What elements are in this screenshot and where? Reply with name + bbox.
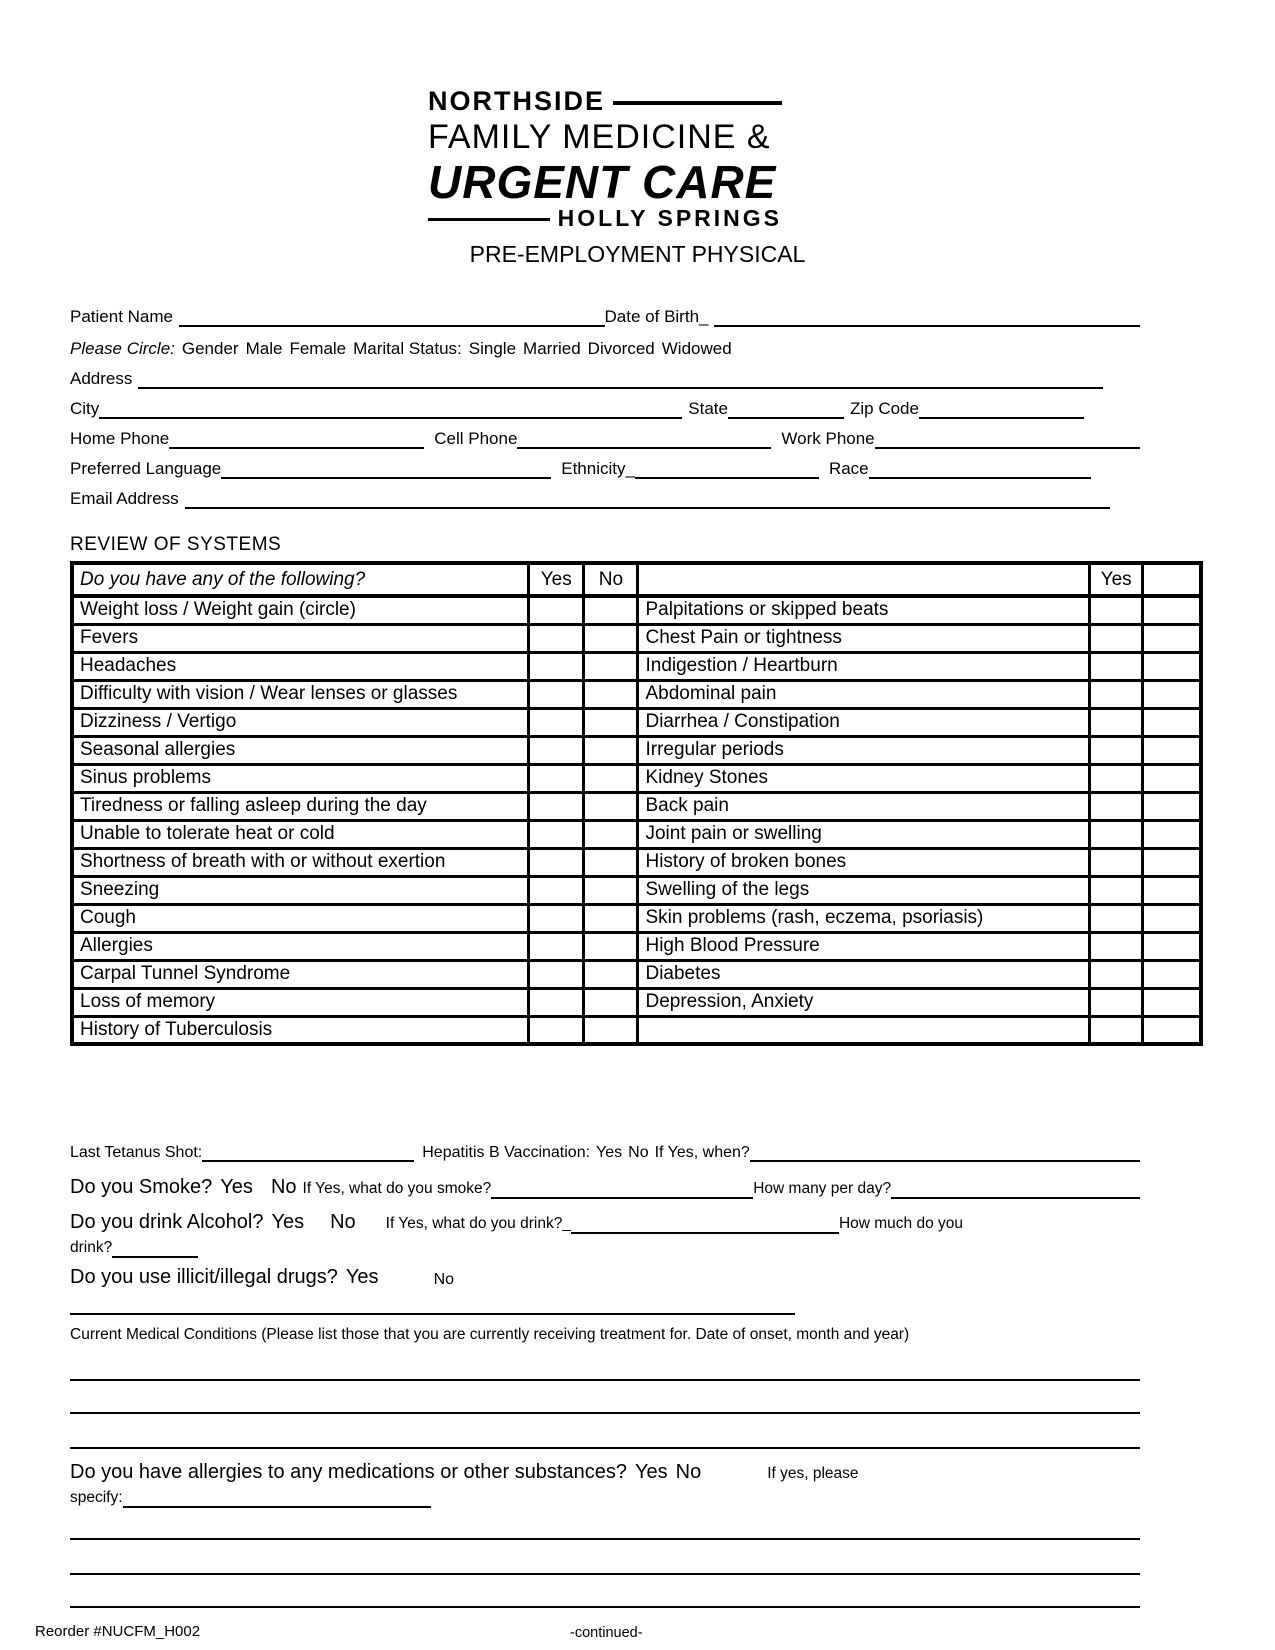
ros-question-right: Back pain [638, 792, 1090, 820]
ros-right-yes-cell[interactable] [1090, 960, 1143, 988]
ros-left-yes-cell[interactable] [529, 848, 584, 876]
gender-male-option[interactable]: Male [245, 339, 283, 359]
ros-question-left: Weight loss / Weight gain (circle) [72, 596, 529, 624]
ros-question-right: Abdominal pain [638, 680, 1090, 708]
allergies-line-1[interactable] [70, 1538, 1140, 1540]
ros-right-yes-cell[interactable] [1090, 680, 1143, 708]
ros-row [72, 764, 1201, 792]
marital-married-option[interactable]: Married [523, 339, 581, 359]
ros-left-no-cell[interactable] [584, 624, 638, 652]
tetanus-hepatitis-row [70, 1144, 1140, 1162]
hepatitis-when-input-line[interactable] [750, 1158, 1140, 1162]
medication-allergies-row [70, 1461, 1140, 1484]
ros-left-no-cell[interactable] [584, 764, 638, 792]
ethnicity-label: Ethnicity_ [561, 459, 635, 479]
ros-row [72, 624, 1201, 652]
smoke-yes-option[interactable]: Yes [220, 1176, 253, 1198]
ros-left-no-cell[interactable] [584, 708, 638, 736]
alcohol-what-input-line[interactable] [571, 1230, 839, 1234]
ros-left-yes-cell[interactable] [529, 736, 584, 764]
ros-question-right: Indigestion / Heartburn [638, 652, 1090, 680]
ros-question-left: Sinus problems [72, 764, 529, 792]
smoke-row [70, 1176, 1140, 1199]
ros-row [72, 988, 1201, 1016]
address-label: Address [70, 369, 133, 389]
ros-right-yes-cell[interactable] [1090, 932, 1143, 960]
ros-question-left: Sneezing [72, 876, 529, 904]
specify-label: specify: [70, 1489, 123, 1506]
ros-left-no-cell[interactable] [584, 652, 638, 680]
ros-left-yes-cell[interactable] [529, 932, 584, 960]
logo-northside: NORTHSIDE [428, 86, 606, 116]
ros-question-right: Chest Pain or tightness [638, 624, 1090, 652]
home-phone-input-line[interactable] [169, 445, 424, 449]
patient-name-row [70, 297, 1140, 327]
ros-header-blank [638, 563, 1090, 596]
ros-left-no-cell[interactable] [584, 736, 638, 764]
ros-row [72, 876, 1201, 904]
logo-urgent-care: URGENT CARE [428, 156, 777, 208]
ros-left-no-cell[interactable] [584, 876, 638, 904]
medication-allergies-question: Do you have allergies to any medications or other substances? [70, 1461, 627, 1483]
city-input-line[interactable] [99, 415, 682, 419]
ros-left-yes-cell[interactable] [529, 652, 584, 680]
ros-right-no-cell[interactable] [1143, 960, 1201, 988]
ros-question-right: Joint pain or swelling [638, 820, 1090, 848]
ros-right-yes-cell[interactable] [1090, 736, 1143, 764]
marital-widowed-option[interactable]: Widowed [661, 339, 732, 359]
allergies-line-3[interactable] [70, 1606, 1140, 1608]
ros-header-yes-right: Yes [1090, 563, 1143, 596]
ros-row [72, 596, 1201, 624]
ros-question-left: Dizziness / Vertigo [72, 708, 529, 736]
ros-right-yes-cell[interactable] [1090, 764, 1143, 792]
ros-left-no-cell[interactable] [584, 820, 638, 848]
ros-right-yes-cell[interactable] [1090, 988, 1143, 1016]
specify-input-line[interactable] [123, 1504, 431, 1508]
ros-row [72, 652, 1201, 680]
ros-question-left: Allergies [72, 932, 529, 960]
drugs-row [70, 1266, 454, 1289]
logo-rule-left [428, 218, 550, 221]
ros-question-right: High Blood Pressure [638, 932, 1090, 960]
hepatitis-label: Hepatitis B Vaccination: [422, 1144, 591, 1161]
logo-holly-springs: HOLLY SPRINGS [557, 205, 782, 231]
ros-left-yes-cell[interactable] [529, 904, 584, 932]
ros-right-yes-cell[interactable] [1090, 708, 1143, 736]
alcohol-no-option[interactable]: No [330, 1211, 356, 1233]
ros-right-no-cell[interactable] [1143, 1016, 1201, 1044]
ros-header-yes-left: Yes [529, 563, 584, 596]
alcohol-drink2-label: drink? [70, 1239, 113, 1256]
ros-left-no-cell[interactable] [584, 792, 638, 820]
ros-row [72, 932, 1201, 960]
ros-right-no-cell[interactable] [1143, 736, 1201, 764]
ros-question-right: History of broken bones [638, 848, 1090, 876]
ros-left-yes-cell[interactable] [529, 820, 584, 848]
drugs-no-option[interactable]: No [433, 1270, 455, 1288]
race-input-line[interactable] [869, 475, 1091, 479]
alcohol-row [70, 1211, 1140, 1234]
ros-question-right: Palpitations or skipped beats [638, 596, 1090, 624]
ros-question-left: Shortness of breath with or without exertion [72, 848, 529, 876]
ros-header-question: Do you have any of the following? [72, 563, 529, 596]
dob-input-line[interactable] [714, 323, 1140, 327]
marital-single-option[interactable]: Single [468, 339, 517, 359]
logo-family-medicine: FAMILY MEDICINE & [428, 118, 771, 156]
specify-row [70, 1489, 431, 1508]
ros-left-no-cell[interactable] [584, 1016, 638, 1044]
ros-left-no-cell[interactable] [584, 960, 638, 988]
ros-right-no-cell[interactable] [1143, 904, 1201, 932]
ros-left-yes-cell[interactable] [529, 876, 584, 904]
address-row [70, 359, 1140, 389]
ros-left-yes-cell[interactable] [529, 1016, 584, 1044]
phones-row [70, 419, 1140, 449]
alcohol-yes-option[interactable]: Yes [271, 1211, 305, 1233]
language-ethnicity-race-row [70, 449, 1140, 479]
patient-name-label: Patient Name [70, 307, 173, 327]
ros-right-no-cell[interactable] [1143, 932, 1201, 960]
ros-question-right: Diarrhea / Constipation [638, 708, 1090, 736]
ros-question-right: Diabetes [638, 960, 1090, 988]
alcohol-question: Do you drink Alcohol? [70, 1211, 264, 1233]
email-row [70, 479, 1140, 509]
ethnicity-input-line[interactable] [635, 475, 819, 479]
ros-right-yes-cell[interactable] [1090, 652, 1143, 680]
medication-allergies-no-option[interactable]: No [675, 1461, 702, 1483]
ros-question-left: History of Tuberculosis [72, 1016, 529, 1044]
ros-question-left: Fevers [72, 624, 529, 652]
medical-conditions-line-3[interactable] [70, 1447, 1140, 1449]
ros-left-no-cell[interactable] [584, 848, 638, 876]
form-title: PRE-EMPLOYMENT PHYSICAL [469, 241, 806, 267]
address-input-line[interactable] [138, 385, 1103, 389]
smoke-how-many-label: How many per day? [753, 1180, 892, 1198]
ros-right-yes-cell[interactable] [1090, 820, 1143, 848]
alcohol-drink-row [70, 1239, 198, 1258]
clinic-logo [428, 86, 782, 232]
ros-right-yes-cell[interactable] [1090, 1016, 1143, 1044]
review-of-systems-table [70, 561, 1203, 1046]
ros-row [72, 708, 1201, 736]
marital-status-label: Marital Status: [353, 339, 462, 359]
alcohol-how-much-label: How much do you [838, 1215, 964, 1233]
continued-note: -continued- [570, 1625, 643, 1641]
ros-right-no-cell[interactable] [1143, 876, 1201, 904]
ros-question-left: Difficulty with vision / Wear lenses or glasses [72, 680, 529, 708]
allergies-line-2[interactable] [70, 1573, 1140, 1575]
patient-info-section [70, 297, 1140, 509]
home-phone-label: Home Phone [70, 429, 170, 449]
email-input-line[interactable] [185, 505, 1110, 509]
ros-right-no-cell[interactable] [1143, 708, 1201, 736]
ros-right-yes-cell[interactable] [1090, 876, 1143, 904]
ros-left-no-cell[interactable] [584, 680, 638, 708]
ros-right-no-cell[interactable] [1143, 624, 1201, 652]
alcohol-how-much-input-line[interactable] [112, 1254, 198, 1258]
smoke-what-label: If Yes, what do you smoke? [302, 1180, 492, 1198]
tetanus-label: Last Tetanus Shot: [70, 1144, 203, 1161]
ros-header-no-right-blank [1143, 563, 1201, 596]
ros-right-yes-cell[interactable] [1090, 596, 1143, 624]
ros-question-left: Headaches [72, 652, 529, 680]
ros-row [72, 820, 1201, 848]
ros-left-yes-cell[interactable] [529, 988, 584, 1016]
zip-label: Zip Code [849, 399, 919, 419]
medication-allergies-yes-option[interactable]: Yes [634, 1461, 668, 1483]
email-label: Email Address [70, 489, 179, 509]
ros-left-yes-cell[interactable] [529, 708, 584, 736]
alcohol-what-label: If Yes, what do you drink?_ [385, 1215, 571, 1233]
ros-header-row [72, 563, 1201, 596]
city-label: City [70, 399, 100, 419]
medication-allergies-if-label: If yes, please [767, 1465, 859, 1483]
circle-options-row [70, 327, 1140, 359]
zip-input-line[interactable] [919, 415, 1084, 419]
ros-row [72, 1016, 1201, 1044]
ros-question-left: Seasonal allergies [72, 736, 529, 764]
ros-right-no-cell[interactable] [1143, 680, 1201, 708]
ros-question-left: Loss of memory [72, 988, 529, 1016]
medical-conditions-label: Current Medical Conditions (Please list those that you are currently receiving treatment for. Date of onset, month and year) [70, 1326, 910, 1343]
smoke-no-option[interactable]: No [270, 1176, 297, 1198]
ros-row [72, 736, 1201, 764]
ros-left-no-cell[interactable] [584, 988, 638, 1016]
preferred-language-input-line[interactable] [221, 475, 551, 479]
logo-rule-right [613, 101, 782, 105]
drugs-yes-option[interactable]: Yes [345, 1266, 379, 1288]
cell-phone-input-line[interactable] [517, 445, 771, 449]
ros-left-yes-cell[interactable] [529, 764, 584, 792]
ros-right-yes-cell[interactable] [1090, 904, 1143, 932]
ros-question-left: Tiredness or falling asleep during the day [72, 792, 529, 820]
ros-table-body [72, 596, 1201, 1044]
hepatitis-yes-option[interactable]: Yes [596, 1144, 623, 1161]
gender-female-option[interactable]: Female [289, 339, 347, 359]
ros-question-right: Skin problems (rash, eczema, psoriasis) [638, 904, 1090, 932]
smoke-question: Do you Smoke? [70, 1176, 213, 1198]
tetanus-input-line[interactable] [202, 1158, 414, 1162]
ros-left-no-cell[interactable] [584, 596, 638, 624]
review-of-systems-heading: REVIEW OF SYSTEMS [70, 534, 282, 555]
ros-right-no-cell[interactable] [1143, 652, 1201, 680]
ros-question-right [638, 1016, 1090, 1044]
ros-question-right: Swelling of the legs [638, 876, 1090, 904]
ros-question-left: Unable to tolerate heat or cold [72, 820, 529, 848]
state-label: State [688, 399, 728, 419]
dob-label: Date of Birth_ [604, 307, 709, 327]
ros-right-no-cell[interactable] [1143, 792, 1201, 820]
race-label: Race [828, 459, 869, 479]
ros-left-yes-cell[interactable] [529, 680, 584, 708]
ros-question-left: Cough [72, 904, 529, 932]
medical-conditions-row [70, 1326, 1140, 1345]
work-phone-input-line[interactable] [875, 445, 1140, 449]
ros-left-yes-cell[interactable] [529, 624, 584, 652]
ros-right-no-cell[interactable] [1143, 988, 1201, 1016]
ros-left-yes-cell[interactable] [529, 792, 584, 820]
city-state-zip-row [70, 389, 1140, 419]
drugs-detail-input-line[interactable] [70, 1313, 795, 1315]
ros-right-yes-cell[interactable] [1090, 792, 1143, 820]
ros-right-yes-cell[interactable] [1090, 848, 1143, 876]
hepatitis-when-label: If Yes, when? [654, 1144, 750, 1161]
ros-row [72, 960, 1201, 988]
ros-left-no-cell[interactable] [584, 932, 638, 960]
ros-question-left: Carpal Tunnel Syndrome [72, 960, 529, 988]
ros-left-no-cell[interactable] [584, 904, 638, 932]
ros-left-yes-cell[interactable] [529, 960, 584, 988]
smoke-how-many-input-line[interactable] [891, 1195, 1140, 1199]
ros-row [72, 904, 1201, 932]
ros-right-no-cell[interactable] [1143, 764, 1201, 792]
gender-label: Gender [181, 339, 239, 359]
ros-right-no-cell[interactable] [1143, 820, 1201, 848]
marital-divorced-option[interactable]: Divorced [587, 339, 655, 359]
ros-header-no-left: No [584, 563, 638, 596]
medical-conditions-line-2[interactable] [70, 1412, 1140, 1414]
ros-left-yes-cell[interactable] [529, 596, 584, 624]
ros-right-no-cell[interactable] [1143, 596, 1201, 624]
preferred-language-label: Preferred Language [70, 459, 222, 479]
hepatitis-no-option[interactable]: No [628, 1144, 649, 1161]
work-phone-label: Work Phone [781, 429, 875, 449]
ros-row [72, 792, 1201, 820]
ros-right-yes-cell[interactable] [1090, 624, 1143, 652]
ros-question-right: Kidney Stones [638, 764, 1090, 792]
state-input-line[interactable] [728, 415, 844, 419]
ros-row [72, 848, 1201, 876]
reorder-number: Reorder #NUCFM_H002 [35, 1623, 201, 1640]
please-circle-label: Please Circle: [70, 339, 175, 359]
smoke-what-input-line[interactable] [491, 1195, 753, 1199]
ros-question-right: Depression, Anxiety [638, 988, 1090, 1016]
medical-conditions-line-1[interactable] [70, 1379, 1140, 1381]
patient-name-input-line[interactable] [179, 323, 605, 327]
ros-question-right: Irregular periods [638, 736, 1090, 764]
cell-phone-label: Cell Phone [434, 429, 518, 449]
ros-row [72, 680, 1201, 708]
drugs-question: Do you use illicit/illegal drugs? [70, 1266, 338, 1288]
ros-right-no-cell[interactable] [1143, 848, 1201, 876]
